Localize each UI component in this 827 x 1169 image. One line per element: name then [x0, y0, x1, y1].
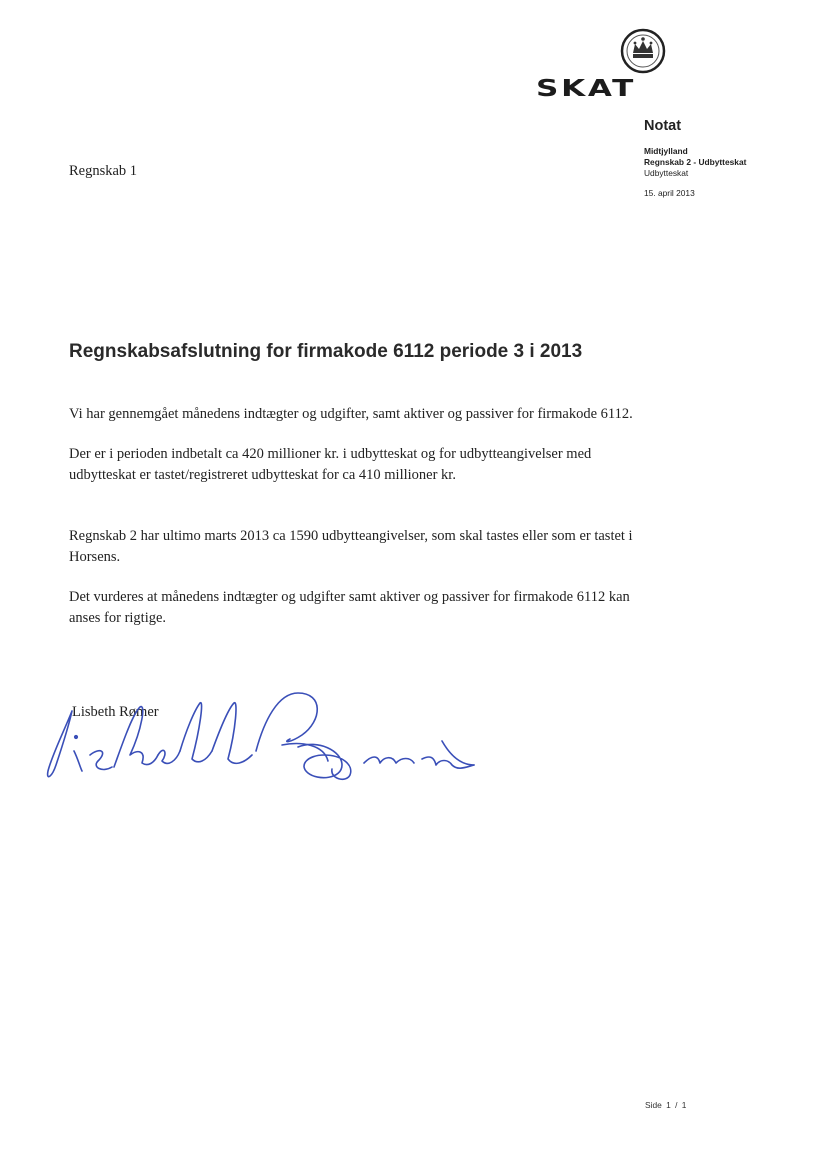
- skat-logo: [530, 24, 660, 100]
- meta-subunit: Udbytteskat: [644, 168, 689, 178]
- paragraph: Der er i perioden indbetalt ca 420 millioner kr. i udbytteskat og for udbytteangivelser med udbytteskat er tastet/registreret udbytteskat for ca 410 millioner kr.: [69, 446, 592, 483]
- paragraph: Vi har gennemgået månedens indtægter og udgifter, samt aktiver og passiver for firmakode 6112.: [69, 406, 633, 422]
- document-date: 15. april 2013: [644, 188, 695, 198]
- document-type: Notat: [644, 118, 682, 134]
- document-title: Regnskabsafslutning for firmakode 6112 periode 3 i 2013: [69, 341, 583, 362]
- page-number: Side 1 / 1: [645, 1100, 687, 1110]
- paragraph: Regnskab 2 har ultimo marts 2013 ca 1590 udbytteangivelser, som skal tastes eller som er tastet i Horsens.: [69, 528, 633, 565]
- document-meta: [644, 118, 746, 198]
- sender-department: Regnskab 1: [69, 163, 138, 179]
- document-body: [69, 404, 634, 629]
- meta-unit: Regnskab 2 - Udbytteskat: [644, 157, 747, 167]
- paragraph: Det vurderes at månedens indtægter og udgifter samt aktiver og passiver for firmakode 6112 kan anses for rigtige.: [69, 589, 630, 626]
- signatory-name: Lisbeth Rømer: [72, 704, 159, 720]
- crown-emblem-icon: [620, 28, 666, 74]
- meta-region: Midtjylland: [644, 146, 688, 156]
- skat-wordmark: SKAT: [536, 76, 637, 102]
- handwritten-signature: [42, 685, 482, 805]
